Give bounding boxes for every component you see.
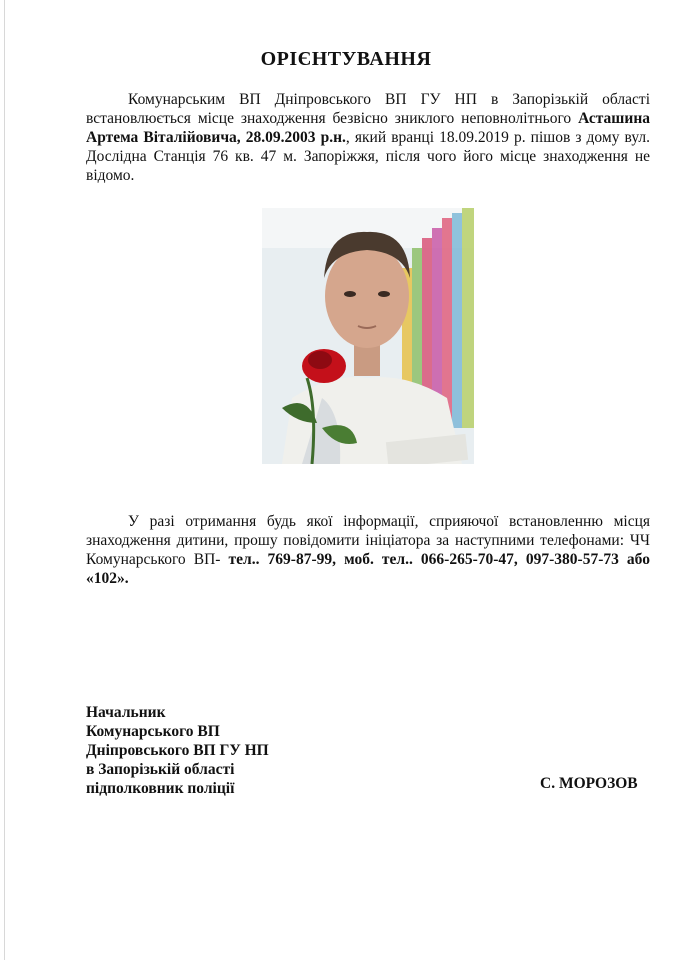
- contact-phones: тел.. 769-87-99, моб. тел.. 066-265-70-47, 097-380-57-73 або «102».: [86, 551, 650, 587]
- intro-text-1: Комунарським ВП Дніпровського ВП ГУ НП в Запорізькій області встановлюється місце знаходження безвісно зниклого неповнолітнього: [86, 91, 650, 127]
- document-title: ОРІЄНТУВАННЯ: [260, 48, 432, 70]
- signature-line: Начальник: [86, 704, 166, 721]
- signature-block: [86, 703, 269, 798]
- intro-text-2: , який вранці 18.09.2019 р. пішов з дому вул. Дослідна Станція 76 кв. 47 м. Запоріжжя, після чого його місце знаходження не відомо.: [86, 129, 650, 184]
- signature-line: Комунарського ВП: [86, 723, 220, 740]
- intro-paragraph: [86, 90, 650, 185]
- signatory-name: С. МОРОЗОВ: [540, 775, 638, 792]
- signature-line: в Запорізькій області: [86, 761, 235, 778]
- contact-text: У разі отримання будь якої інформації, сприяючої встановленню місця знаходження дитини, прошу повідомити ініціатора за наступними телефонами: ЧЧ Комунарського ВП-: [86, 513, 650, 568]
- page-edge: [4, 0, 5, 960]
- missing-person-name: Асташина Артема Віталійовича, 28.09.2003 р.н.: [86, 110, 650, 146]
- signature-line: підполковник поліції: [86, 780, 235, 797]
- contact-paragraph: [86, 512, 650, 588]
- signature-line: Дніпровського ВП ГУ НП: [86, 742, 269, 759]
- missing-person-photo: [262, 208, 474, 464]
